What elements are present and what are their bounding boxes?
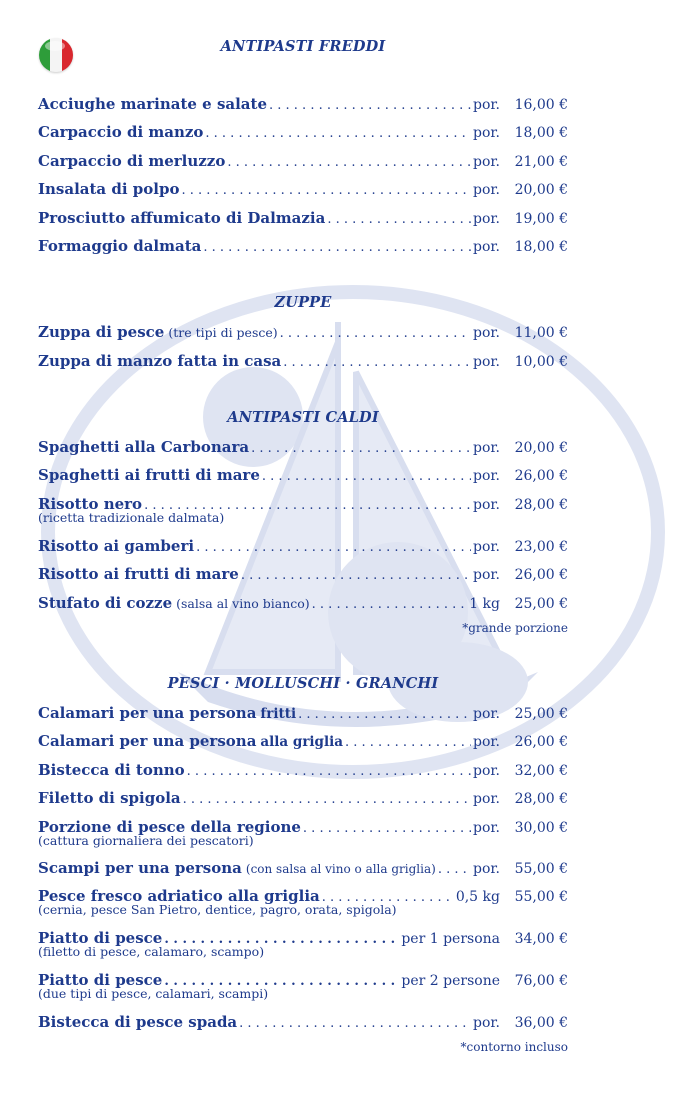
leader-dots (203, 239, 471, 257)
item-name: Scampi per una persona (38, 859, 242, 877)
item-unit: por. (473, 468, 500, 484)
item-price: 11,00 € (514, 325, 568, 341)
menu-item (38, 323, 568, 343)
footnote: *grande porzione (462, 621, 568, 635)
item-price: 30,00 € (514, 820, 568, 836)
menu-item (38, 352, 568, 372)
item-price: 25,00 € (514, 596, 568, 612)
menu-item (38, 565, 568, 585)
menu-item (38, 732, 568, 752)
item-price: 26,00 € (514, 567, 568, 583)
leader-dots (251, 440, 471, 458)
section-title-antipasti-caldi: ANTIPASTI CALDI (227, 409, 379, 426)
leader-dots (345, 734, 471, 752)
item-price: 18,00 € (514, 239, 568, 255)
item-price: 20,00 € (514, 182, 568, 198)
item-price: 10,00 € (514, 354, 568, 370)
item-description: (cattura giornaliera dei pescatori) (38, 833, 254, 848)
item-note: (tre tipi di pesce) (168, 325, 278, 340)
item-price: 18,00 € (514, 125, 568, 141)
item-unit: por. (473, 211, 500, 227)
item-name: Prosciutto affumicato di Dalmazia (38, 209, 326, 227)
leader-dots (438, 861, 471, 879)
leader-dots (196, 539, 471, 557)
menu-item (38, 594, 568, 614)
item-name: Carpaccio di merluzzo (38, 152, 226, 170)
item-note: (con salsa al vino o alla griglia) (245, 862, 436, 876)
leader-dots (298, 706, 471, 724)
item-name: Carpaccio di manzo (38, 123, 204, 141)
section-title-zuppe: ZUPPE (274, 294, 332, 311)
item-price: 36,00 € (514, 1015, 568, 1031)
item-name: Acciughe marinate e salate (38, 95, 267, 113)
leader-dots (205, 125, 471, 143)
item-name: Calamari per una persona (38, 732, 257, 750)
item-price: 76,00 € (514, 973, 568, 989)
menu-item (38, 789, 568, 809)
item-description: (due tipi di pesce, calamari, scampi) (38, 986, 269, 1001)
item-price: 55,00 € (514, 889, 568, 905)
item-name: Spaghetti alla Carbonara (38, 438, 250, 456)
menu-item (38, 1013, 568, 1033)
item-name: Porzione di pesce della regione (38, 818, 301, 836)
item-unit: por. (473, 497, 500, 513)
item-price: 21,00 € (514, 154, 568, 170)
item-price: 23,00 € (514, 539, 568, 555)
italian-flag-icon (39, 38, 73, 72)
item-unit: por. (473, 182, 500, 198)
item-price: 32,00 € (514, 763, 568, 779)
item-name: Pesce fresco adriatico alla griglia (38, 887, 320, 905)
footnote: *contorno incluso (460, 1040, 568, 1054)
item-name: Stufato di cozze (38, 594, 173, 612)
item-unit: por. (473, 706, 500, 722)
leader-dots (183, 791, 471, 809)
leader-dots (312, 596, 468, 614)
menu-item (38, 704, 568, 724)
item-price: 20,00 € (514, 440, 568, 456)
item-name: Zuppa di manzo fatta in casa (38, 352, 282, 370)
leader-dots (269, 97, 471, 115)
item-unit: por. (473, 1015, 500, 1031)
item-note: (salsa al vino bianco) (176, 596, 310, 611)
item-price: 28,00 € (514, 791, 568, 807)
item-name: Formaggio dalmata (38, 237, 202, 255)
item-name: Filetto di spigola (38, 789, 181, 807)
item-unit: por. (473, 734, 500, 750)
leader-dots (239, 1015, 471, 1033)
menu-item (38, 466, 568, 486)
item-name: Piatto di pesce (38, 971, 163, 989)
item-price: 55,00 € (514, 861, 568, 877)
item-unit: por. (473, 820, 500, 836)
item-description: (filetto di pesce, calamaro, scampo) (38, 944, 265, 959)
leader-dots (181, 182, 471, 200)
section-title-antipasti-freddi: ANTIPASTI FREDDI (220, 38, 386, 55)
item-unit: 1 kg (469, 596, 500, 612)
menu-item (38, 859, 568, 879)
item-unit: por. (473, 125, 500, 141)
item-unit: por. (473, 440, 500, 456)
leader-dots (303, 820, 471, 838)
item-unit: por. (473, 239, 500, 255)
item-unit: per 1 persona (401, 931, 500, 947)
item-unit: por. (473, 325, 500, 341)
item-unit: per 2 persone (401, 973, 500, 989)
leader-dots (327, 211, 471, 229)
item-name: Zuppa di pesce (38, 323, 165, 341)
item-unit: por. (473, 567, 500, 583)
menu-item (38, 438, 568, 458)
item-unit: por. (473, 763, 500, 779)
item-name: Insalata di polpo (38, 180, 180, 198)
item-unit: 0,5 kg (455, 889, 500, 905)
item-price: 26,00 € (514, 734, 568, 750)
item-name: Bistecca di pesce spada (38, 1013, 238, 1031)
item-price: 26,00 € (514, 468, 568, 484)
menu-item (38, 123, 568, 143)
leader-dots (227, 154, 471, 172)
item-unit: por. (473, 791, 500, 807)
menu-item (38, 152, 568, 172)
item-unit: por. (473, 97, 500, 113)
item-note: fritti (260, 706, 297, 722)
item-name: Risotto ai frutti di mare (38, 565, 239, 583)
item-name: Spaghetti ai frutti di mare (38, 466, 260, 484)
item-description: (cernia, pesce San Pietro, dentice, pagro, orata, spigola) (38, 902, 397, 917)
item-price: 19,00 € (514, 211, 568, 227)
leader-dots (280, 325, 471, 343)
item-price: 28,00 € (514, 497, 568, 513)
menu-item (38, 537, 568, 557)
item-description: (ricetta tradizionale dalmata) (38, 510, 225, 525)
menu-item (38, 237, 568, 257)
item-unit: por. (473, 354, 500, 370)
leader-dots (187, 763, 471, 781)
item-name: Calamari per una persona (38, 704, 257, 722)
item-note: alla griglia (260, 734, 343, 750)
item-unit: por. (473, 539, 500, 555)
leader-dots (241, 567, 471, 585)
item-price: 25,00 € (514, 706, 568, 722)
item-unit: por. (473, 861, 500, 877)
leader-dots (262, 468, 471, 486)
menu-item (38, 761, 568, 781)
item-price: 34,00 € (514, 931, 568, 947)
item-name: Bistecca di tonno (38, 761, 185, 779)
item-unit: por. (473, 154, 500, 170)
item-name: Piatto di pesce (38, 929, 163, 947)
menu-item (38, 180, 568, 200)
section-title-pesci: PESCI · MOLLUSCHI · GRANCHI (167, 675, 439, 692)
item-name: Risotto ai gamberi (38, 537, 195, 555)
menu-item (38, 209, 568, 229)
leader-dots (283, 354, 471, 372)
menu-item (38, 95, 568, 115)
item-name: Risotto nero (38, 495, 143, 513)
item-price: 16,00 € (514, 97, 568, 113)
